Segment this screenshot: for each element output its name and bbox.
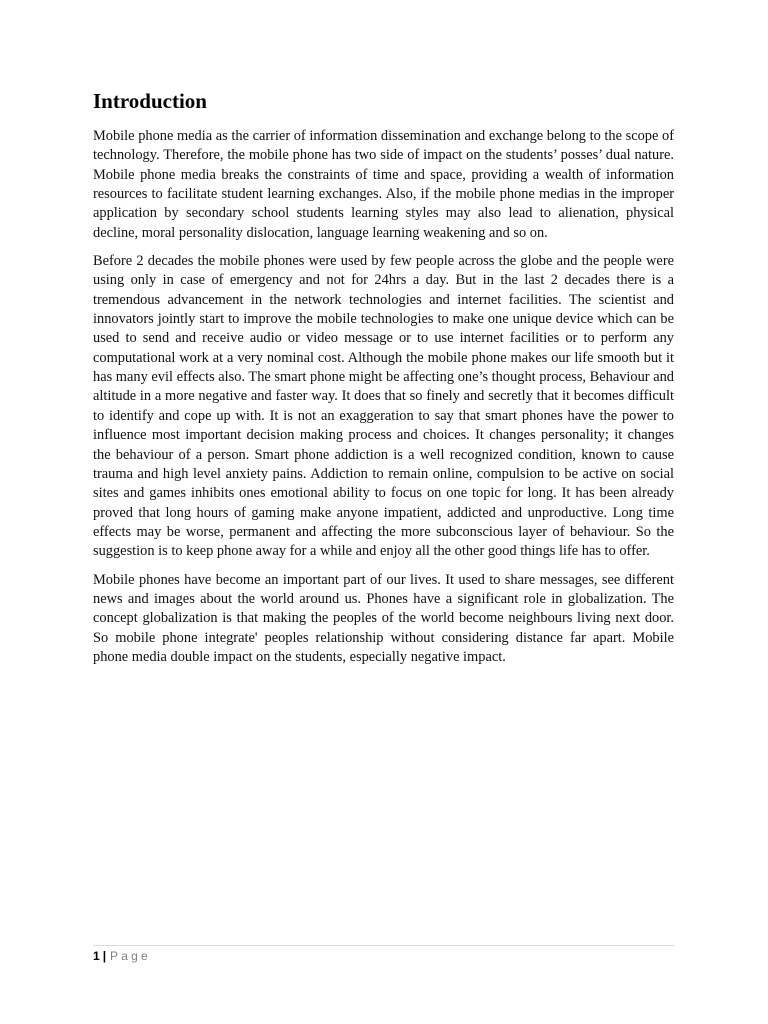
page-label: Page <box>110 949 151 963</box>
paragraph-2: Before 2 decades the mobile phones were used by few people across the globe and the people were using only in case of emergency and not for 24hrs a day. But in the last 2 decades there is a tremendous advancement in the network technologies and internet facilities. The scientist and innovators jointly start to improve the mobile technologies to make one unique device which can be used to send and receive audio or video message or to use internet facilities or to perform any computational work at a very nominal cost. Although the mobile phone makes our life smooth but it has many evil effects also. The smart phone might be affecting one’s thought process, Behaviour and altitude in a more negative and faster way. It does that so finely and secretly that it becomes difficult to identify and cope up with. It is not an exaggeration to say that smart phones have the power to influence most important decision making process and choices. It changes personality; it changes the behaviour of a person. Smart phone addiction is a well recognized condition, known to cause trauma and high level anxiety pains. Addiction to remain online, compulsion to be active on social sites and games inhibits ones emotional ability to focus on one topic for long. It has been already proved that long hours of gaming make anyone impatient, addicted and unproductive. Long time effects may be worse, permanent and affecting the more subconscious layer of behaviour. So the suggestion is to keep phone away for a while and enjoy all the other good things life has to offer. <box>93 253 674 560</box>
page-footer <box>93 948 151 964</box>
footer-separator: | <box>102 949 107 963</box>
page-number: 1 <box>93 949 100 963</box>
paragraph-1: Mobile phone media as the carrier of information dissemination and exchange belong to the scope of technology. Therefore, the mobile phone has two side of impact on the students’ posses’ dual nature. Mobile phone media breaks the constraints of time and space, providing a wealth of information resources to facilitate student learning exchanges. Also, if the mobile phone medias in the improper application by secondary school students learning styles may also lead to alienation, physical decline, moral personality dislocation, language learning weakening and so on. <box>93 128 674 241</box>
page-title: Introduction <box>93 89 207 113</box>
footer-divider <box>93 945 674 946</box>
paragraph-3: Mobile phones have become an important part of our lives. It used to share messages, see different news and images about the world around us. Phones have a significant role in globalization. The concept globalization is that making the peoples of the world become neighbours living next door. So mobile phone integrate' peoples relationship without considering distance far apart. Mobile phone media double impact on the students, especially negative impact. <box>93 571 674 665</box>
body-text <box>93 127 674 676</box>
